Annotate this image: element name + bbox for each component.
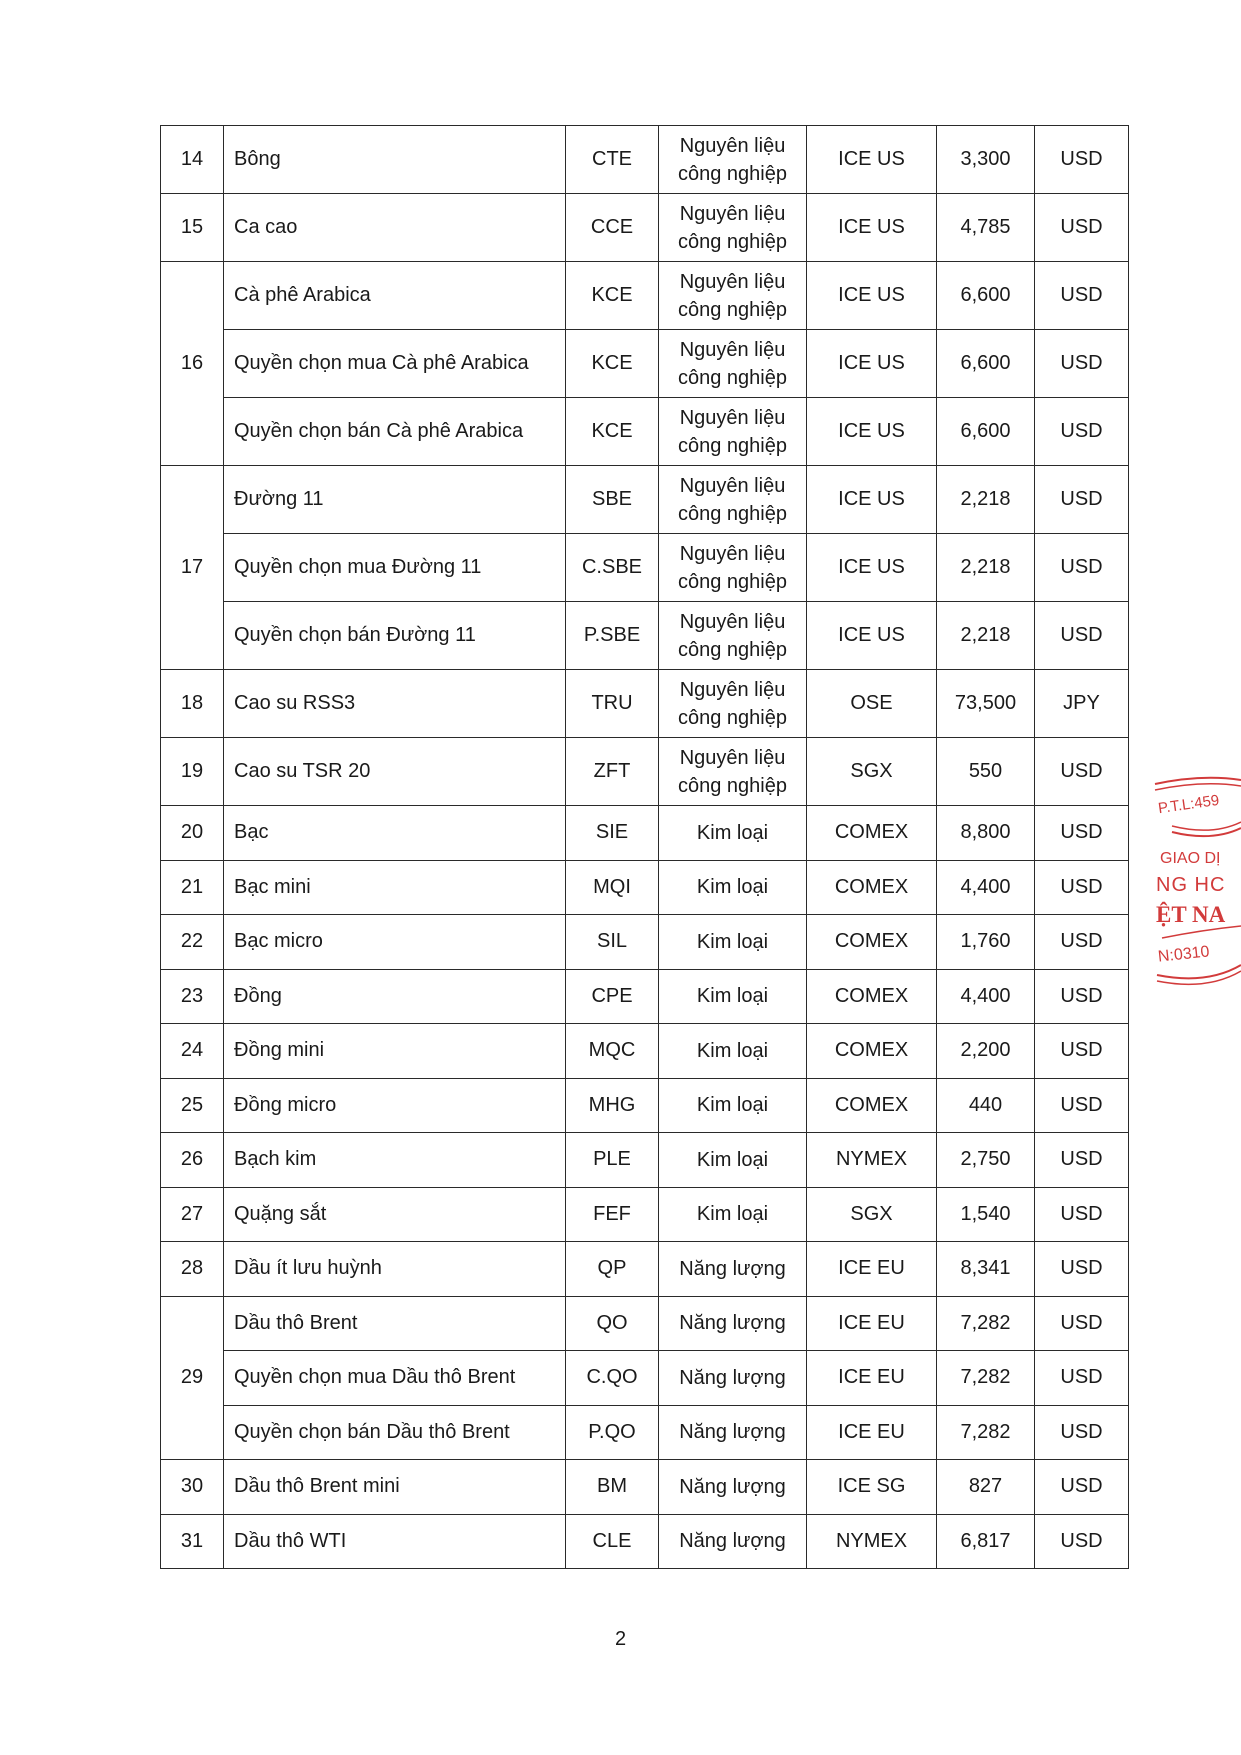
- table-row: [161, 1187, 1129, 1242]
- commodity-name-cell: Quyền chọn bán Dầu thô Brent: [224, 1405, 566, 1460]
- commodity-group-line: Năng lượng: [679, 1475, 786, 1498]
- margin-cell: 2,750: [937, 1133, 1035, 1188]
- exchange-cell: COMEX: [807, 915, 937, 970]
- commodity-group-cell: [659, 1460, 807, 1515]
- table-row: [161, 1460, 1129, 1515]
- commodity-code-cell: FEF: [566, 1187, 659, 1242]
- commodity-name-cell: Dầu ít lưu huỳnh: [224, 1242, 566, 1297]
- margin-cell: 440: [937, 1078, 1035, 1133]
- currency-cell: USD: [1035, 398, 1129, 466]
- commodity-group-line: công nghiệp: [678, 570, 787, 593]
- commodity-group-line: công nghiệp: [678, 502, 787, 525]
- margin-cell: 550: [937, 738, 1035, 806]
- currency-cell: USD: [1035, 969, 1129, 1024]
- table-row: [161, 915, 1129, 970]
- commodity-name-cell: Đồng: [224, 969, 566, 1024]
- margin-cell: 6,600: [937, 262, 1035, 330]
- exchange-cell: ICE US: [807, 126, 937, 194]
- commodity-group-line: Kim loại: [696, 1203, 769, 1226]
- commodity-code-cell: C.SBE: [566, 534, 659, 602]
- exchange-cell: ICE EU: [807, 1242, 937, 1297]
- commodity-name-cell: Bông: [224, 126, 566, 194]
- row-number-cell: 25: [161, 1078, 224, 1133]
- stamp-text: GIAO DỊ: [1160, 850, 1221, 867]
- currency-cell: USD: [1035, 1133, 1129, 1188]
- exchange-cell: ICE US: [807, 398, 937, 466]
- currency-cell: USD: [1035, 1187, 1129, 1242]
- margin-cell: 73,500: [937, 670, 1035, 738]
- currency-cell: USD: [1035, 1078, 1129, 1133]
- currency-cell: USD: [1035, 126, 1129, 194]
- commodity-group-cell: [659, 1514, 807, 1569]
- row-number-cell: 19: [161, 738, 224, 806]
- commodity-group-line: công nghiệp: [678, 230, 787, 253]
- commodity-group-line: công nghiệp: [678, 366, 787, 389]
- commodity-code-cell: SBE: [566, 466, 659, 534]
- commodity-code-cell: QP: [566, 1242, 659, 1297]
- table-row: [161, 806, 1129, 861]
- row-number-cell: 31: [161, 1514, 224, 1569]
- commodity-code-cell: KCE: [566, 330, 659, 398]
- commodity-group-cell: [659, 330, 807, 398]
- row-number-cell: 29: [161, 1296, 224, 1460]
- commodity-code-cell: PLE: [566, 1133, 659, 1188]
- commodity-group-line: Nguyên liệu: [679, 270, 786, 293]
- commodity-group-line: công nghiệp: [678, 434, 787, 457]
- commodity-group-line: Nguyên liệu: [679, 202, 786, 225]
- exchange-cell: ICE US: [807, 262, 937, 330]
- commodity-code-cell: P.QO: [566, 1405, 659, 1460]
- exchange-cell: ICE US: [807, 602, 937, 670]
- commodity-name-cell: Dầu thô WTI: [224, 1514, 566, 1569]
- commodity-name-cell: Cao su RSS3: [224, 670, 566, 738]
- currency-cell: USD: [1035, 534, 1129, 602]
- row-number-cell: 22: [161, 915, 224, 970]
- commodity-group-cell: [659, 738, 807, 806]
- commodity-name-cell: Dầu thô Brent: [224, 1296, 566, 1351]
- row-number-cell: 20: [161, 806, 224, 861]
- margin-cell: 6,817: [937, 1514, 1035, 1569]
- commodity-code-cell: KCE: [566, 262, 659, 330]
- commodity-code-cell: CTE: [566, 126, 659, 194]
- row-number-cell: 18: [161, 670, 224, 738]
- currency-cell: USD: [1035, 806, 1129, 861]
- commodity-code-cell: ZFT: [566, 738, 659, 806]
- row-number-cell: 14: [161, 126, 224, 194]
- commodity-name-cell: Bạch kim: [224, 1133, 566, 1188]
- commodity-name-cell: Bạc micro: [224, 915, 566, 970]
- table-row: [161, 602, 1129, 670]
- currency-cell: USD: [1035, 1405, 1129, 1460]
- commodity-name-cell: Quyền chọn bán Cà phê Arabica: [224, 398, 566, 466]
- commodity-name-cell: Quyền chọn mua Cà phê Arabica: [224, 330, 566, 398]
- commodity-group-cell: [659, 534, 807, 602]
- row-number-cell: 21: [161, 860, 224, 915]
- commodity-group-line: Nguyên liệu: [679, 338, 786, 361]
- commodity-group-line: công nghiệp: [678, 774, 787, 797]
- margin-cell: 2,218: [937, 602, 1035, 670]
- margin-cell: 8,800: [937, 806, 1035, 861]
- commodity-group-line: Kim loại: [696, 1094, 769, 1117]
- commodity-name-cell: Đường 11: [224, 466, 566, 534]
- table-row: [161, 1133, 1129, 1188]
- currency-cell: USD: [1035, 466, 1129, 534]
- commodity-group-cell: [659, 194, 807, 262]
- currency-cell: USD: [1035, 1351, 1129, 1406]
- currency-cell: USD: [1035, 194, 1129, 262]
- commodity-code-cell: CLE: [566, 1514, 659, 1569]
- commodity-group-cell: [659, 806, 807, 861]
- row-number-cell: 26: [161, 1133, 224, 1188]
- commodity-code-cell: MHG: [566, 1078, 659, 1133]
- commodity-group-cell: [659, 602, 807, 670]
- commodity-code-cell: SIE: [566, 806, 659, 861]
- commodity-group-line: công nghiệp: [678, 638, 787, 661]
- table-row: [161, 1514, 1129, 1569]
- margin-cell: 4,400: [937, 860, 1035, 915]
- commodity-name-cell: Cao su TSR 20: [224, 738, 566, 806]
- table-row: [161, 262, 1129, 330]
- commodity-code-cell: MQI: [566, 860, 659, 915]
- margin-cell: 3,300: [937, 126, 1035, 194]
- commodity-group-cell: [659, 1078, 807, 1133]
- exchange-cell: ICE EU: [807, 1351, 937, 1406]
- table-row: [161, 194, 1129, 262]
- commodity-group-line: Năng lượng: [679, 1421, 786, 1444]
- commodity-group-line: Kim loại: [696, 876, 769, 899]
- commodity-group-line: Nguyên liệu: [679, 678, 786, 701]
- commodity-group-line: công nghiệp: [678, 162, 787, 185]
- currency-cell: USD: [1035, 1242, 1129, 1297]
- commodity-name-cell: Dầu thô Brent mini: [224, 1460, 566, 1515]
- table-row: [161, 1405, 1129, 1460]
- table-row: [161, 670, 1129, 738]
- exchange-cell: ICE US: [807, 194, 937, 262]
- margin-cell: 4,785: [937, 194, 1035, 262]
- table-row: [161, 1242, 1129, 1297]
- exchange-cell: ICE US: [807, 534, 937, 602]
- commodity-group-cell: [659, 466, 807, 534]
- table-row: [161, 969, 1129, 1024]
- table-row: [161, 534, 1129, 602]
- commodity-group-line: Nguyên liệu: [679, 746, 786, 769]
- currency-cell: USD: [1035, 1296, 1129, 1351]
- row-number-cell: 24: [161, 1024, 224, 1079]
- exchange-cell: COMEX: [807, 860, 937, 915]
- commodity-name-cell: Ca cao: [224, 194, 566, 262]
- row-number-cell: 23: [161, 969, 224, 1024]
- stamp-text: ỆT NA: [1156, 902, 1226, 927]
- commodity-code-cell: MQC: [566, 1024, 659, 1079]
- currency-cell: USD: [1035, 330, 1129, 398]
- table-row: [161, 398, 1129, 466]
- row-number-cell: 30: [161, 1460, 224, 1515]
- commodity-group-line: Kim loại: [696, 821, 769, 844]
- commodity-group-line: Nguyên liệu: [679, 134, 786, 157]
- exchange-cell: NYMEX: [807, 1514, 937, 1569]
- row-number-cell: 28: [161, 1242, 224, 1297]
- table-row: [161, 126, 1129, 194]
- commodity-code-cell: KCE: [566, 398, 659, 466]
- currency-cell: USD: [1035, 1514, 1129, 1569]
- exchange-cell: OSE: [807, 670, 937, 738]
- commodity-name-cell: Bạc mini: [224, 860, 566, 915]
- commodity-code-cell: SIL: [566, 915, 659, 970]
- row-number-cell: 16: [161, 262, 224, 466]
- exchange-cell: ICE US: [807, 330, 937, 398]
- currency-cell: USD: [1035, 915, 1129, 970]
- commodity-group-cell: [659, 860, 807, 915]
- row-number-cell: 27: [161, 1187, 224, 1242]
- margin-cell: 1,760: [937, 915, 1035, 970]
- currency-cell: USD: [1035, 262, 1129, 330]
- exchange-cell: ICE SG: [807, 1460, 937, 1515]
- stamp-text: N:0310: [1157, 943, 1211, 966]
- commodity-group-cell: [659, 670, 807, 738]
- row-number-cell: 15: [161, 194, 224, 262]
- stamp-text: NG HC: [1156, 874, 1226, 896]
- commodity-group-cell: [659, 126, 807, 194]
- exchange-cell: SGX: [807, 738, 937, 806]
- commodity-group-line: Năng lượng: [679, 1530, 786, 1553]
- commodity-name-cell: Đồng mini: [224, 1024, 566, 1079]
- commodity-code-cell: P.SBE: [566, 602, 659, 670]
- commodity-code-cell: BM: [566, 1460, 659, 1515]
- currency-cell: JPY: [1035, 670, 1129, 738]
- margin-cell: 8,341: [937, 1242, 1035, 1297]
- exchange-cell: COMEX: [807, 806, 937, 861]
- table-row: [161, 738, 1129, 806]
- commodity-name-cell: Quyền chọn bán Đường 11: [224, 602, 566, 670]
- currency-cell: USD: [1035, 602, 1129, 670]
- currency-cell: USD: [1035, 1460, 1129, 1515]
- exchange-cell: COMEX: [807, 1078, 937, 1133]
- margin-cell: 7,282: [937, 1405, 1035, 1460]
- commodity-group-line: Kim loại: [696, 985, 769, 1008]
- commodity-code-cell: C.QO: [566, 1351, 659, 1406]
- commodity-group-line: Nguyên liệu: [679, 610, 786, 633]
- commodity-group-cell: [659, 1242, 807, 1297]
- margin-cell: 6,600: [937, 398, 1035, 466]
- table-row: [161, 466, 1129, 534]
- commodity-code-cell: CCE: [566, 194, 659, 262]
- commodity-code-cell: CPE: [566, 969, 659, 1024]
- exchange-cell: NYMEX: [807, 1133, 937, 1188]
- exchange-cell: SGX: [807, 1187, 937, 1242]
- commodity-name-cell: Đồng micro: [224, 1078, 566, 1133]
- commodity-group-cell: [659, 398, 807, 466]
- commodity-group-cell: [659, 1133, 807, 1188]
- commodity-group-line: Kim loại: [696, 1148, 769, 1171]
- margin-cell: 4,400: [937, 969, 1035, 1024]
- commodity-name-cell: Quyền chọn mua Đường 11: [224, 534, 566, 602]
- commodity-group-cell: [659, 1405, 807, 1460]
- table-row: [161, 1024, 1129, 1079]
- margin-cell: 7,282: [937, 1296, 1035, 1351]
- exchange-cell: ICE US: [807, 466, 937, 534]
- commodity-name-cell: Bạc: [224, 806, 566, 861]
- currency-cell: USD: [1035, 860, 1129, 915]
- commodity-name-cell: Quyền chọn mua Dầu thô Brent: [224, 1351, 566, 1406]
- exchange-cell: ICE EU: [807, 1405, 937, 1460]
- table-row: [161, 1351, 1129, 1406]
- margin-cell: 6,600: [937, 330, 1035, 398]
- margin-cell: 2,218: [937, 466, 1035, 534]
- commodity-group-cell: [659, 1296, 807, 1351]
- commodity-name-cell: Cà phê Arabica: [224, 262, 566, 330]
- exchange-cell: ICE EU: [807, 1296, 937, 1351]
- commodity-group-line: công nghiệp: [678, 706, 787, 729]
- currency-cell: USD: [1035, 738, 1129, 806]
- margin-cell: 827: [937, 1460, 1035, 1515]
- commodity-group-line: Năng lượng: [679, 1366, 786, 1389]
- commodity-group-line: Năng lượng: [679, 1312, 786, 1335]
- commodity-group-cell: [659, 969, 807, 1024]
- margin-cell: 2,218: [937, 534, 1035, 602]
- margin-cell: 1,540: [937, 1187, 1035, 1242]
- margin-cell: 7,282: [937, 1351, 1035, 1406]
- commodity-group-cell: [659, 1187, 807, 1242]
- commodity-group-cell: [659, 1024, 807, 1079]
- table-row: [161, 1078, 1129, 1133]
- company-stamp: [1152, 770, 1241, 995]
- commodity-group-line: công nghiệp: [678, 298, 787, 321]
- commodity-code-cell: TRU: [566, 670, 659, 738]
- commodity-group-cell: [659, 262, 807, 330]
- commodity-name-cell: Quặng sắt: [224, 1187, 566, 1242]
- table-row: [161, 1296, 1129, 1351]
- table-row: [161, 330, 1129, 398]
- table-row: [161, 860, 1129, 915]
- commodity-group-cell: [659, 915, 807, 970]
- commodity-group-line: Kim loại: [696, 930, 769, 953]
- commodity-table: [160, 125, 1129, 1569]
- stamp-text: P.T.L:459: [1157, 791, 1221, 818]
- margin-cell: 2,200: [937, 1024, 1035, 1079]
- commodity-group-cell: [659, 1351, 807, 1406]
- commodity-group-line: Nguyên liệu: [679, 542, 786, 565]
- commodity-group-line: Nguyên liệu: [679, 406, 786, 429]
- exchange-cell: COMEX: [807, 1024, 937, 1079]
- commodity-group-line: Nguyên liệu: [679, 474, 786, 497]
- commodity-group-line: Năng lượng: [679, 1257, 786, 1280]
- exchange-cell: COMEX: [807, 969, 937, 1024]
- commodity-code-cell: QO: [566, 1296, 659, 1351]
- commodity-group-line: Kim loại: [696, 1039, 769, 1062]
- page-number: 2: [614, 1628, 627, 1650]
- commodity-table-container: [160, 125, 1128, 1569]
- row-number-cell: 17: [161, 466, 224, 670]
- currency-cell: USD: [1035, 1024, 1129, 1079]
